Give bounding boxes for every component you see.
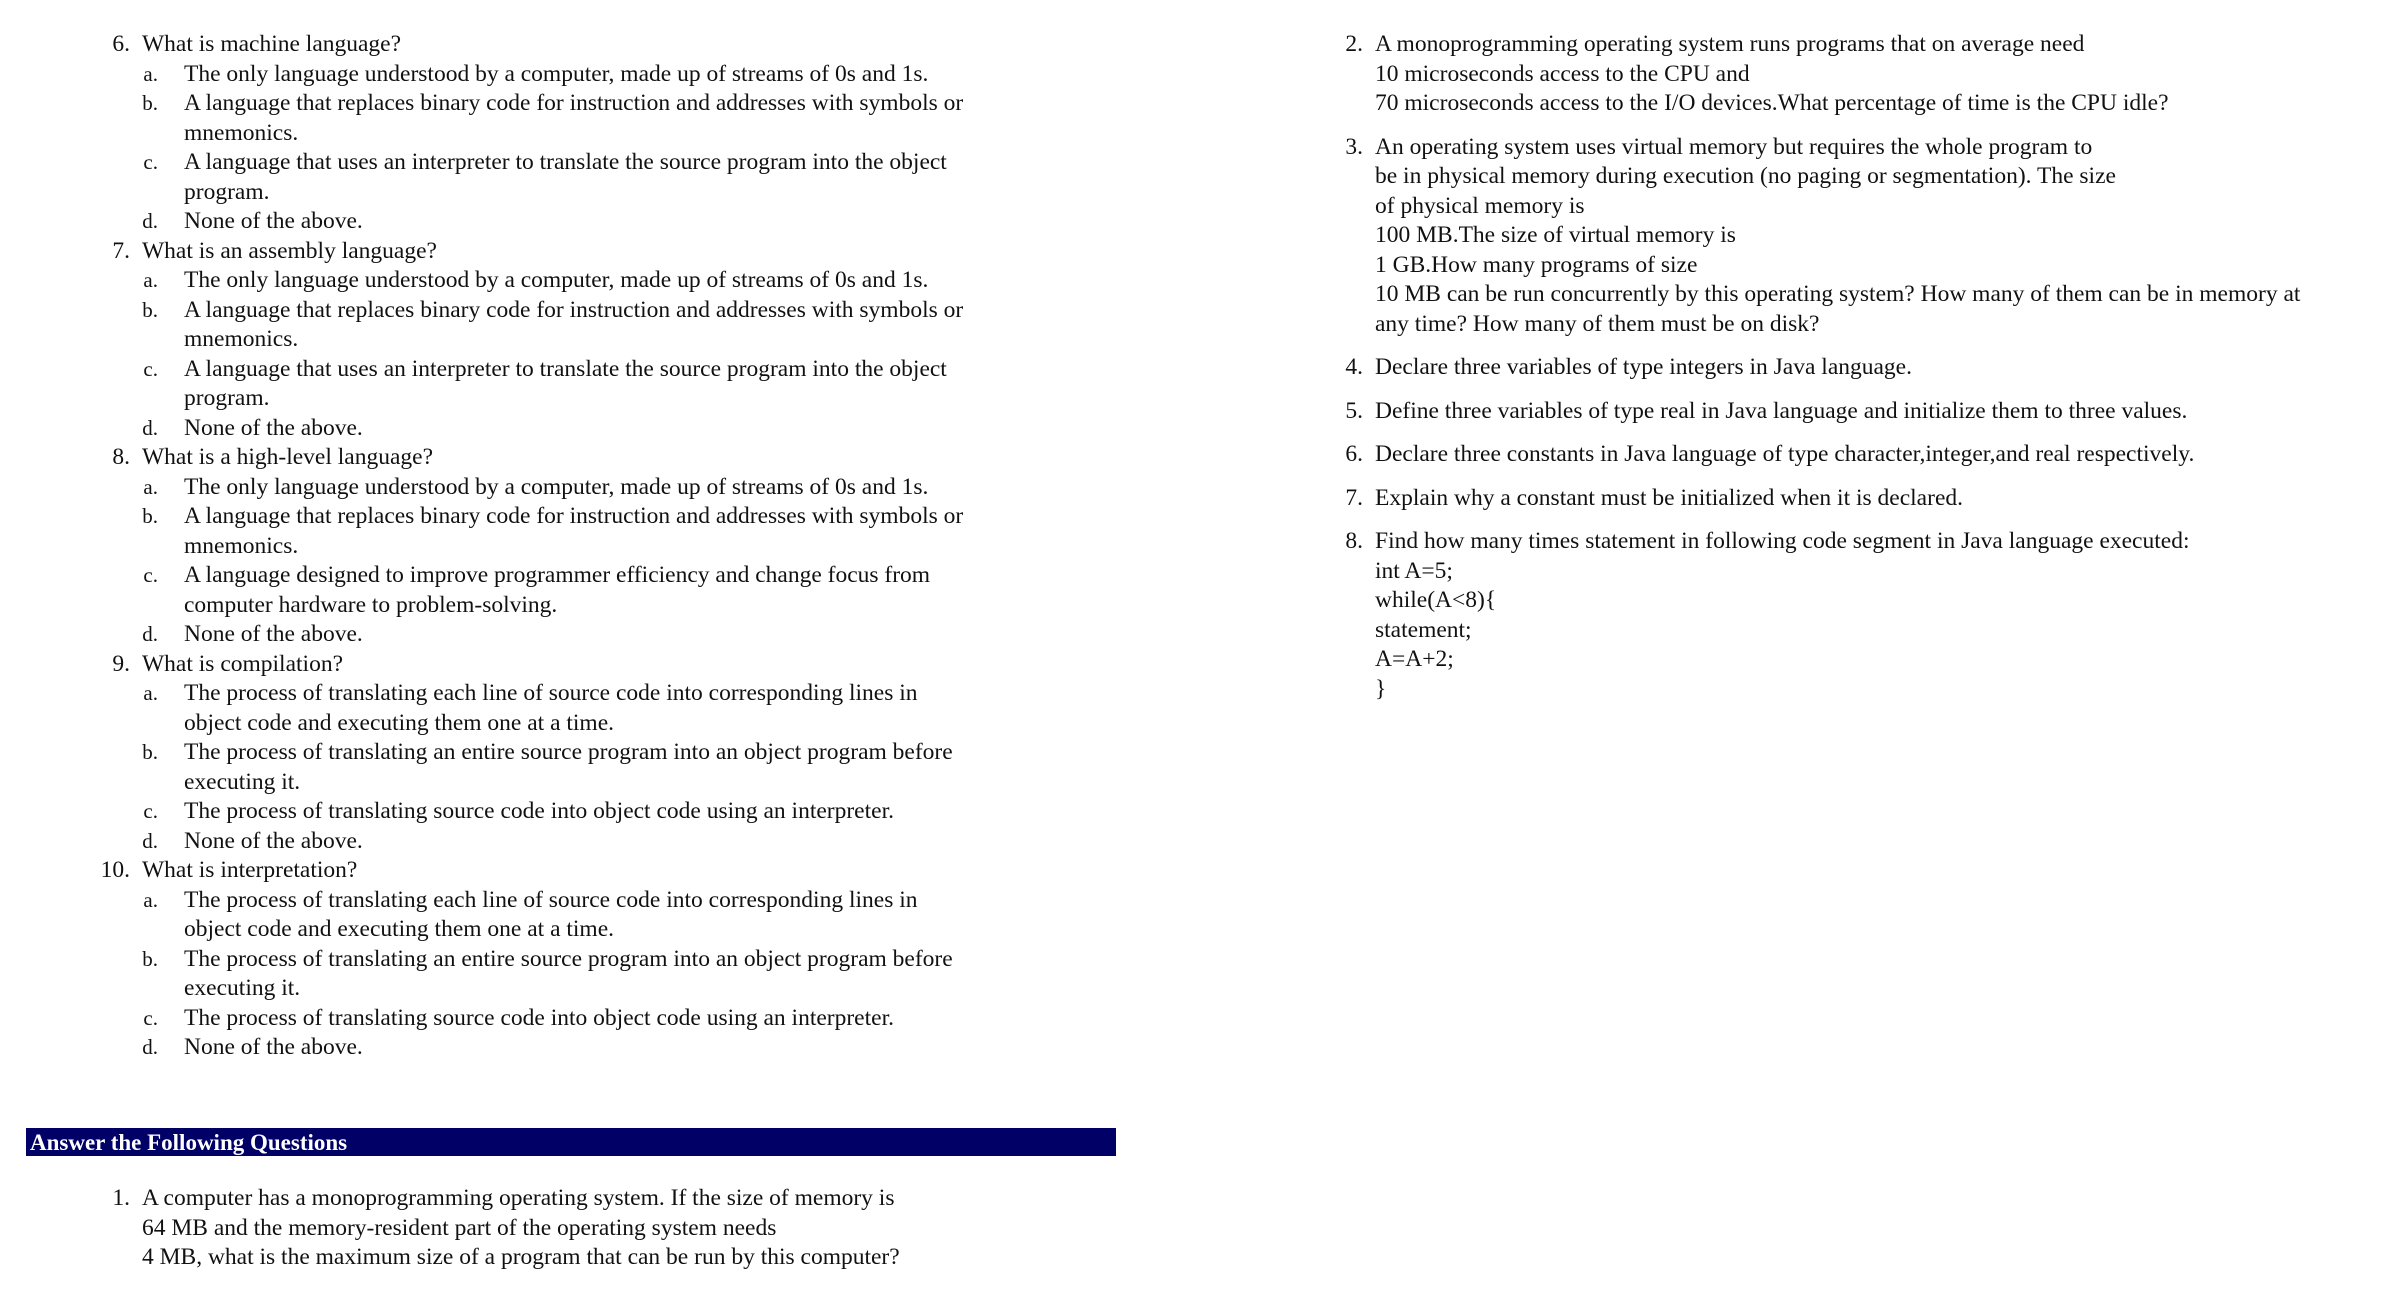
option-text: A language that uses an interpreter to translate the source program into the object bbox=[184, 355, 947, 382]
option-a bbox=[142, 60, 1112, 90]
option-a bbox=[142, 679, 1112, 738]
question-number: 7. bbox=[112, 237, 130, 264]
option-text: The process of translating source code into object code using an interpreter. bbox=[184, 1004, 894, 1031]
question-text: What is a high-level language? bbox=[142, 444, 434, 470]
question-text: 10 microseconds access to the CPU and bbox=[1375, 60, 1750, 87]
option-letter: a. bbox=[143, 681, 158, 705]
question-text: Find how many times statement in following code segment in Java language executed: bbox=[1375, 528, 2190, 554]
question-number: 9. bbox=[112, 650, 130, 677]
option-letter: a. bbox=[143, 474, 158, 499]
question-6 bbox=[92, 30, 1112, 237]
option-a bbox=[142, 886, 1112, 945]
option-a bbox=[142, 266, 1112, 296]
option-text: A language that uses an interpreter to translate the source program into the object bbox=[184, 149, 947, 175]
option-text: The process of translating an entire source program into an object program before bbox=[184, 945, 953, 972]
option-letter: a. bbox=[143, 887, 158, 912]
question-text: Explain why a constant must be initialized when it is declared. bbox=[1375, 484, 1963, 511]
option-letter: b. bbox=[142, 740, 158, 764]
question-number: 1. bbox=[112, 1185, 130, 1211]
option-text: mnemonics. bbox=[184, 326, 299, 352]
option-text: None of the above. bbox=[184, 827, 363, 854]
question-text: What is an assembly language? bbox=[142, 237, 437, 264]
option-b bbox=[142, 89, 1112, 148]
option-b bbox=[142, 945, 1112, 1004]
question-number: 6. bbox=[1345, 441, 1363, 467]
option-text: computer hardware to problem-solving. bbox=[184, 591, 558, 618]
option-d bbox=[142, 620, 1112, 650]
code-line: while(A<8){ bbox=[1375, 587, 1497, 613]
question-text: 4 MB, what is the maximum size of a program that can be run by this computer? bbox=[142, 1244, 900, 1270]
option-text: None of the above. bbox=[184, 621, 363, 647]
question-text: 100 MB.The size of virtual memory is bbox=[1375, 222, 1736, 248]
option-text: The only language understood by a computer, made up of streams of 0s and 1s. bbox=[184, 267, 929, 293]
question-4 bbox=[1325, 353, 2365, 383]
question-number: 7. bbox=[1345, 484, 1363, 511]
question-text: What is compilation? bbox=[142, 650, 344, 677]
option-text: object code and executing them one at a time. bbox=[184, 709, 615, 736]
option-letter: c. bbox=[143, 799, 158, 823]
option-text: A language that replaces binary code for instruction and addresses with symbols or bbox=[184, 503, 964, 529]
option-letter: b. bbox=[142, 946, 158, 971]
option-text: The process of translating source code into object code using an interpreter. bbox=[184, 798, 894, 824]
option-text: mnemonics. bbox=[184, 119, 299, 146]
question-text: A computer has a monoprogramming operating system. If the size of memory is bbox=[142, 1185, 895, 1211]
question-8 bbox=[92, 443, 1112, 650]
question-text: Define three variables of type real in Java language and initialize them to three values. bbox=[1375, 397, 2188, 424]
option-text: A language that replaces binary code for instruction and addresses with symbols or bbox=[184, 90, 964, 116]
question-2 bbox=[1325, 30, 2365, 119]
option-letter: d. bbox=[142, 828, 158, 853]
option-b bbox=[142, 296, 1112, 355]
option-text: executing it. bbox=[184, 975, 301, 1001]
question-text: An operating system uses virtual memory but requires the whole program to bbox=[1375, 133, 2093, 160]
question-8-right bbox=[1325, 527, 2365, 704]
code-line: int A=5; bbox=[1375, 557, 1453, 584]
question-number: 8. bbox=[1345, 528, 1363, 554]
question-text: Declare three constants in Java language of type character,integer,and real respectively. bbox=[1375, 441, 2195, 467]
option-c bbox=[142, 1004, 1112, 1034]
question-10 bbox=[92, 856, 1112, 1063]
question-text: What is interpretation? bbox=[142, 857, 358, 883]
question-number: 8. bbox=[112, 444, 130, 470]
question-number: 3. bbox=[1345, 133, 1363, 160]
option-letter: a. bbox=[143, 268, 158, 292]
question-3 bbox=[1325, 133, 2365, 340]
option-letter: d. bbox=[142, 209, 158, 233]
option-d bbox=[142, 414, 1112, 444]
option-letter: d. bbox=[142, 415, 158, 440]
option-letter: b. bbox=[142, 297, 158, 322]
question-1 bbox=[92, 1184, 1112, 1273]
question-7-right bbox=[1325, 484, 2365, 514]
question-6-right bbox=[1325, 440, 2365, 470]
option-text: None of the above. bbox=[184, 208, 363, 234]
option-d bbox=[142, 1033, 1112, 1063]
question-text: 1 GB.How many programs of size bbox=[1375, 251, 1698, 278]
option-text: The process of translating an entire source program into an object program before bbox=[184, 739, 953, 765]
option-c bbox=[142, 148, 1112, 207]
question-number: 4. bbox=[1345, 354, 1363, 380]
question-text: A monoprogramming operating system runs programs that on average need bbox=[1375, 31, 2085, 57]
question-number: 2. bbox=[1345, 31, 1363, 57]
code-line: A=A+2; bbox=[1375, 646, 1454, 672]
question-text: What is machine language? bbox=[142, 31, 402, 57]
option-letter: c. bbox=[143, 356, 158, 381]
question-text: any time? How many of them must be on disk? bbox=[1375, 310, 1820, 337]
option-text: The only language understood by a computer, made up of streams of 0s and 1s. bbox=[184, 473, 929, 500]
question-9 bbox=[92, 650, 1112, 857]
option-c bbox=[142, 355, 1112, 414]
option-a bbox=[142, 473, 1112, 503]
answer-question-1 bbox=[92, 1184, 1112, 1273]
option-text: The process of translating each line of source code into corresponding lines in bbox=[184, 680, 918, 706]
option-text: mnemonics. bbox=[184, 532, 299, 559]
question-text: 64 MB and the memory-resident part of the operating system needs bbox=[142, 1214, 777, 1241]
option-b bbox=[142, 738, 1112, 797]
question-number: 6. bbox=[112, 31, 130, 57]
option-c bbox=[142, 797, 1112, 827]
option-letter: b. bbox=[142, 91, 158, 115]
option-d bbox=[142, 207, 1112, 237]
option-c bbox=[142, 561, 1112, 620]
code-line: statement; bbox=[1375, 616, 1472, 643]
answer-questions-column bbox=[1325, 30, 2365, 718]
option-letter: d. bbox=[142, 622, 158, 646]
option-text: None of the above. bbox=[184, 414, 363, 441]
option-letter: d. bbox=[142, 1035, 158, 1059]
section-heading: Answer the Following Questions bbox=[26, 1128, 1116, 1156]
question-number: 5. bbox=[1345, 397, 1363, 424]
question-text: 70 microseconds access to the I/O devices.What percentage of time is the CPU idle? bbox=[1375, 90, 2169, 116]
option-text: The process of translating each line of source code into corresponding lines in bbox=[184, 886, 918, 913]
question-text: Declare three variables of type integers in Java language. bbox=[1375, 354, 1912, 380]
question-5 bbox=[1325, 397, 2365, 427]
option-letter: c. bbox=[143, 150, 158, 174]
option-text: A language designed to improve programmer efficiency and change focus from bbox=[184, 562, 931, 588]
option-text: program. bbox=[184, 385, 270, 411]
option-letter: c. bbox=[143, 1005, 158, 1030]
question-text: 10 MB can be run concurrently by this operating system? How many of them can be in memory at bbox=[1375, 281, 2301, 307]
option-text: None of the above. bbox=[184, 1034, 363, 1060]
code-line: } bbox=[1375, 675, 1387, 702]
option-text: object code and executing them one at a time. bbox=[184, 916, 615, 942]
question-text: of physical memory is bbox=[1375, 192, 1585, 219]
option-text: A language that replaces binary code for instruction and addresses with symbols or bbox=[184, 296, 964, 323]
multiple-choice-column bbox=[92, 30, 1112, 1063]
question-number: 10. bbox=[100, 857, 130, 883]
question-text: be in physical memory during execution (no paging or segmentation). The size bbox=[1375, 163, 2116, 189]
option-b bbox=[142, 502, 1112, 561]
option-text: program. bbox=[184, 178, 270, 205]
option-text: The only language understood by a computer, made up of streams of 0s and 1s. bbox=[184, 60, 929, 87]
question-7 bbox=[92, 237, 1112, 444]
option-letter: b. bbox=[142, 504, 158, 528]
option-d bbox=[142, 827, 1112, 857]
option-letter: a. bbox=[143, 61, 158, 86]
option-text: executing it. bbox=[184, 768, 301, 795]
option-letter: c. bbox=[143, 563, 158, 587]
